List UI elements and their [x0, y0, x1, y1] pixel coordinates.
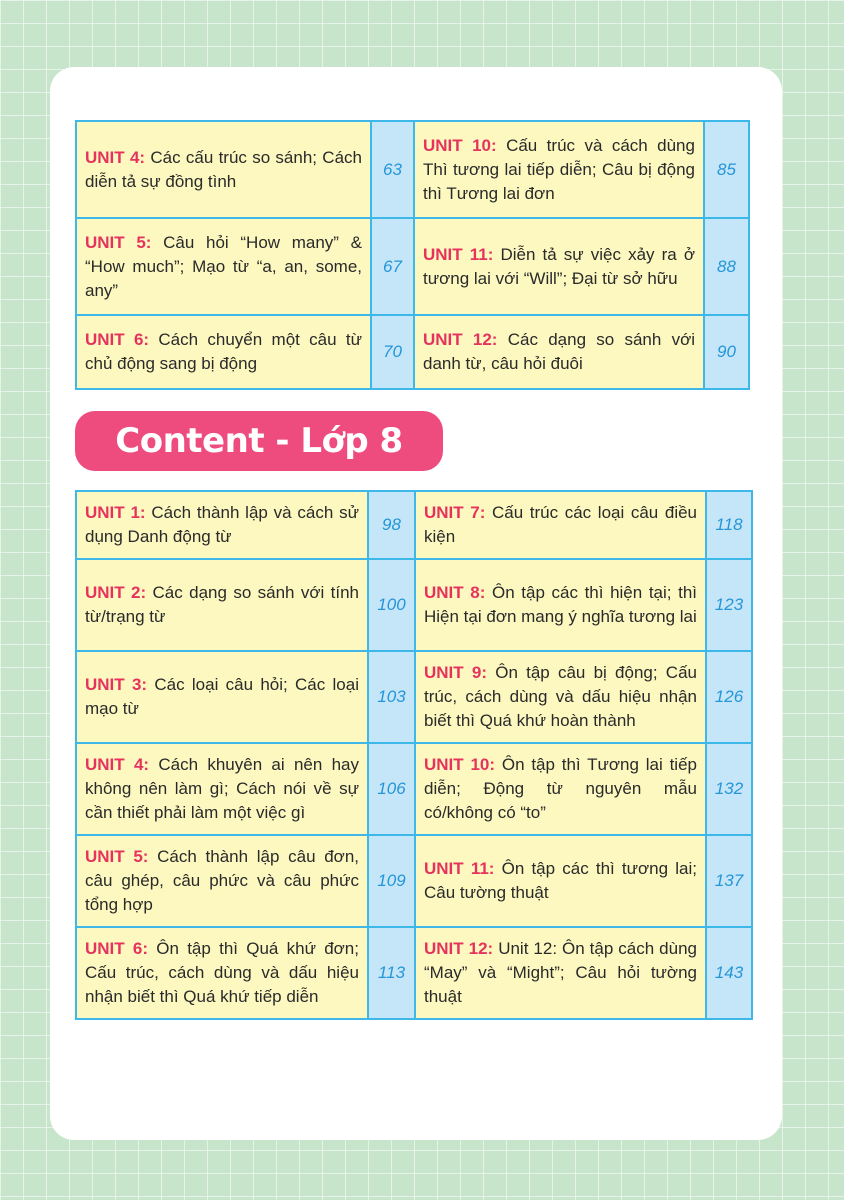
unit-label: UNIT 8: — [424, 583, 486, 602]
toc-row — [76, 743, 752, 835]
toc-entry[interactable] — [76, 218, 371, 315]
unit-title: Cách chuyển một câu từ chủ động sang bị động — [85, 330, 362, 373]
unit-title: Diễn tả sự việc xảy ra ở tương lai với “Will”; Đại từ sở hữu — [423, 244, 695, 288]
unit-title: Ôn tập các thì tương lai; Câu tường thuật — [424, 859, 697, 902]
unit-label: UNIT 1: — [85, 503, 146, 522]
unit-title: Các dạng so sánh với danh từ, câu hỏi đuôi — [423, 330, 695, 373]
toc-entry[interactable] — [76, 743, 368, 835]
unit-label: UNIT 5: — [85, 847, 149, 866]
page-number[interactable]: 137 — [706, 835, 752, 927]
toc-entry[interactable] — [415, 491, 706, 559]
unit-label: UNIT 6: — [85, 330, 150, 349]
toc-row — [76, 651, 752, 743]
page-number[interactable]: 123 — [706, 559, 752, 651]
toc-entry[interactable] — [76, 491, 368, 559]
unit-label: UNIT 4: — [85, 147, 146, 167]
page-number[interactable]: 88 — [704, 218, 749, 315]
toc-entry[interactable] — [76, 315, 371, 389]
page-number[interactable]: 143 — [706, 927, 752, 1019]
unit-title: Các dạng so sánh với tính từ/trạng từ — [85, 583, 360, 626]
unit-title: Cách khuyên ai nên hay không nên làm gì; Cách nói về sự cần thiết phải làm một việc gì — [85, 755, 360, 822]
unit-label: UNIT 12: — [423, 330, 498, 349]
toc-entry[interactable] — [415, 743, 706, 835]
toc-row — [76, 315, 749, 389]
toc-table-top — [75, 120, 750, 390]
unit-label: UNIT 4: — [85, 755, 150, 774]
toc-entry[interactable] — [414, 121, 704, 218]
toc-entry[interactable] — [415, 559, 706, 651]
toc-entry[interactable] — [76, 121, 371, 218]
unit-title: Ôn tập các thì hiện tại; thì Hiện tại đơn mang ý nghĩa tương lai — [424, 583, 697, 626]
page-number[interactable]: 103 — [368, 651, 415, 743]
toc-row — [76, 835, 752, 927]
page-number[interactable]: 106 — [368, 743, 415, 835]
page-number[interactable]: 90 — [704, 315, 749, 389]
unit-title: Cách thành lập câu đơn, câu ghép, câu phức và câu phức tổng hợp — [85, 847, 359, 914]
toc-entry[interactable] — [415, 835, 706, 927]
toc-entry[interactable] — [76, 651, 368, 743]
unit-label: UNIT 5: — [85, 232, 152, 252]
unit-label: UNIT 10: — [423, 135, 497, 155]
toc-entry[interactable] — [76, 559, 368, 651]
unit-title: Các loại câu hỏi; Các loại mạo từ — [85, 675, 359, 718]
unit-title: Cấu trúc các loại câu điều kiện — [424, 503, 698, 546]
unit-title: Unit 12: Ôn tập cách dùng “May” và “Might”; Câu hỏi tường thuật — [424, 939, 697, 1006]
toc-table-grade8 — [75, 490, 753, 1020]
page-number[interactable]: 109 — [368, 835, 415, 927]
unit-title: Ôn tập thì Tương lai tiếp diễn; Động từ nguyên mẫu có/không có “to” — [424, 755, 697, 822]
toc-entry[interactable] — [76, 835, 368, 927]
toc-row — [76, 121, 749, 218]
toc-row — [76, 559, 752, 651]
toc-row — [76, 927, 752, 1019]
section-title: Content - Lớp 8 — [75, 411, 443, 471]
toc-entry[interactable] — [415, 927, 706, 1019]
page-number[interactable]: 126 — [706, 651, 752, 743]
unit-label: UNIT 12: — [424, 939, 494, 958]
page-number[interactable]: 100 — [368, 559, 415, 651]
page-number[interactable]: 85 — [704, 121, 749, 218]
page-number[interactable]: 132 — [706, 743, 752, 835]
unit-label: UNIT 10: — [424, 755, 496, 774]
unit-label: UNIT 2: — [85, 583, 147, 602]
page-number[interactable]: 63 — [371, 121, 414, 218]
unit-label: UNIT 9: — [424, 663, 487, 682]
unit-title: Ôn tập thì Quá khứ đơn; Cấu trúc, cách dùng và dấu hiệu nhận biết thì Quá khứ tiếp diễn — [85, 939, 359, 1006]
unit-title: Cách thành lập và cách sử dụng Danh động từ — [85, 503, 359, 546]
unit-label: UNIT 11: — [424, 859, 495, 878]
toc-entry[interactable] — [415, 651, 706, 743]
toc-entry[interactable] — [76, 927, 368, 1019]
page-number[interactable]: 70 — [371, 315, 414, 389]
page-number[interactable]: 118 — [706, 491, 752, 559]
unit-title: Ôn tập câu bị động; Cấu trúc, cách dùng và dấu hiệu nhận biết thì Quá khứ hoàn thành — [424, 663, 697, 730]
unit-title: Các cấu trúc so sánh; Cách diễn tả sự đồng tình — [85, 147, 362, 191]
toc-entry[interactable] — [414, 218, 704, 315]
toc-row — [76, 218, 749, 315]
unit-label: UNIT 11: — [423, 244, 494, 264]
page-number[interactable]: 98 — [368, 491, 415, 559]
page-number[interactable]: 67 — [371, 218, 414, 315]
unit-title: Câu hỏi “How many” & “How much”; Mạo từ “a, an, some, any” — [85, 232, 362, 300]
toc-row — [76, 491, 752, 559]
page-number[interactable]: 113 — [368, 927, 415, 1019]
toc-entry[interactable] — [414, 315, 704, 389]
unit-label: UNIT 7: — [424, 503, 486, 522]
unit-label: UNIT 6: — [85, 939, 149, 958]
unit-label: UNIT 3: — [85, 675, 148, 694]
unit-title: Cấu trúc và cách dùng Thì tương lai tiếp diễn; Câu bị động thì Tương lai đơn — [423, 135, 695, 203]
